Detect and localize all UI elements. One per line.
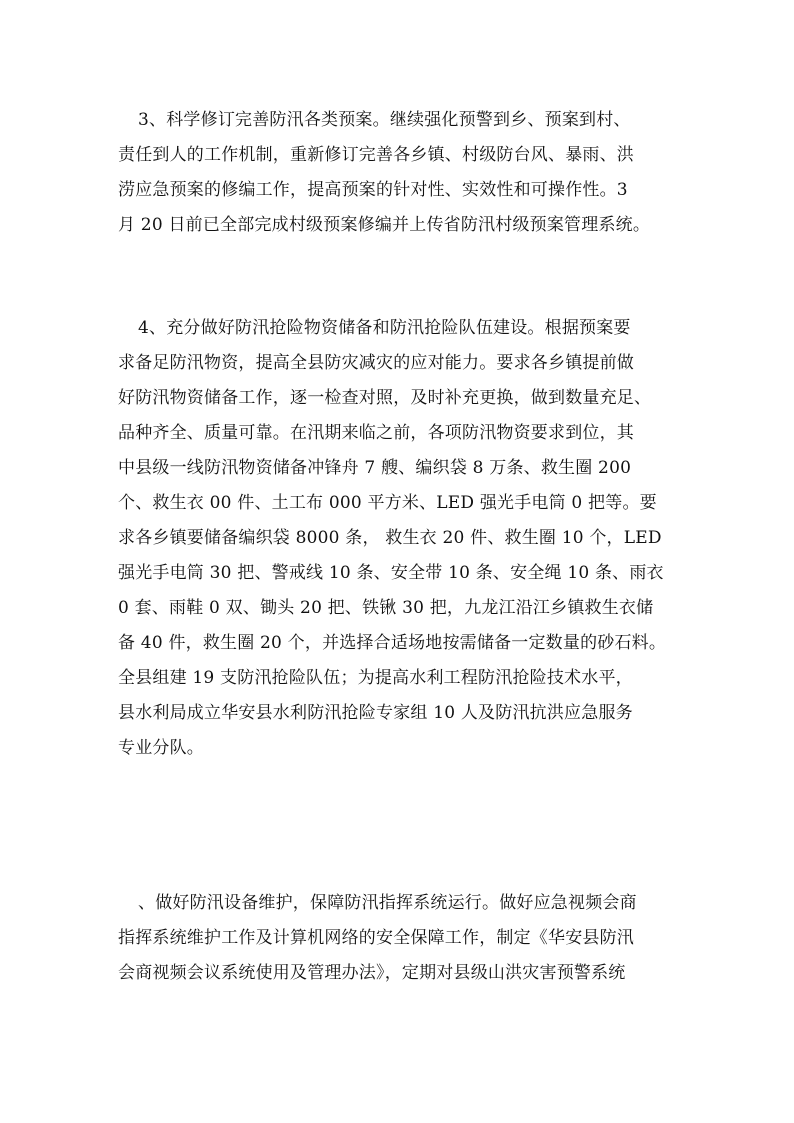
text-line: 涝应急预案的修编工作，提高预案的针对性、实效性和可操作性。3 [118,180,628,200]
text-line: 、做好防汛设备维护，保障防汛指挥系统运行。做好应急视频会商 [138,893,637,913]
text-line: 中县级一线防汛物资储备冲锋舟 7 艘、编织袋 8 万条、救生圈 200 [118,458,632,478]
text-line: 专业分队。 [118,738,204,758]
text-line: 强光手电筒 30 把、警戒线 10 条、安全带 10 条、安全绳 10 条、雨衣 [118,563,664,583]
text-line: 求备足防汛物资，提高全县防灾减灾的应对能力。要求各乡镇提前做 [118,353,634,373]
text-line: 全县组建 19 支防汛抢险队伍；为提高水利工程防汛抢险技术水平， [118,668,633,688]
paragraph-plan-revision [118,103,690,243]
text-line: 指挥系统维护工作及计算机网络的安全保障工作，制定《华安县防汛 [118,928,634,948]
text-line: 月 20 日前已全部完成村级预案修编并上传省防汛村级预案管理系统。 [118,215,651,235]
text-line: 3、科学修订完善防汛各类预案。继续强化预警到乡、预案到村、 [138,110,631,130]
text-line: 求各乡镇要储备编织袋 8000 条， 救生衣 20 件、救生圈 10 个，LED [118,528,662,548]
text-line: 4、充分做好防汛抢险物资储备和防汛抢险队伍建设。根据预案要 [138,318,631,338]
text-line: 好防汛物资储备工作，逐一检查对照，及时补充更换，做到数量充足、 [118,388,652,408]
text-line: 责任到人的工作机制，重新修订完善各乡镇、村级防台风、暴雨、洪 [118,145,634,165]
text-line: 品种齐全、质量可靠。在汛期来临之前，各项防汛物资要求到位，其 [118,423,634,443]
paragraph-materials-and-teams [118,311,690,766]
text-line: 备 40 件，救生圈 20 个，并选择合适场地按需储备一定数量的砂石料。 [118,633,667,653]
text-line: 会商视频会议系统使用及管理办法》，定期对县级山洪灾害预警系统 [118,963,626,983]
text-line: 0 套、雨鞋 0 双、锄头 20 把、铁锹 30 把，九龙江沿江乡镇救生衣储 [118,598,654,618]
text-line: 县水利局成立华安县水利防汛抢险专家组 10 人及防汛抗洪应急服务 [118,703,633,723]
text-line: 个、救生衣 00 件、土工布 000 平方米、LED 强光手电筒 0 把等。要 [118,493,657,513]
paragraph-equipment-maintenance [118,886,690,991]
